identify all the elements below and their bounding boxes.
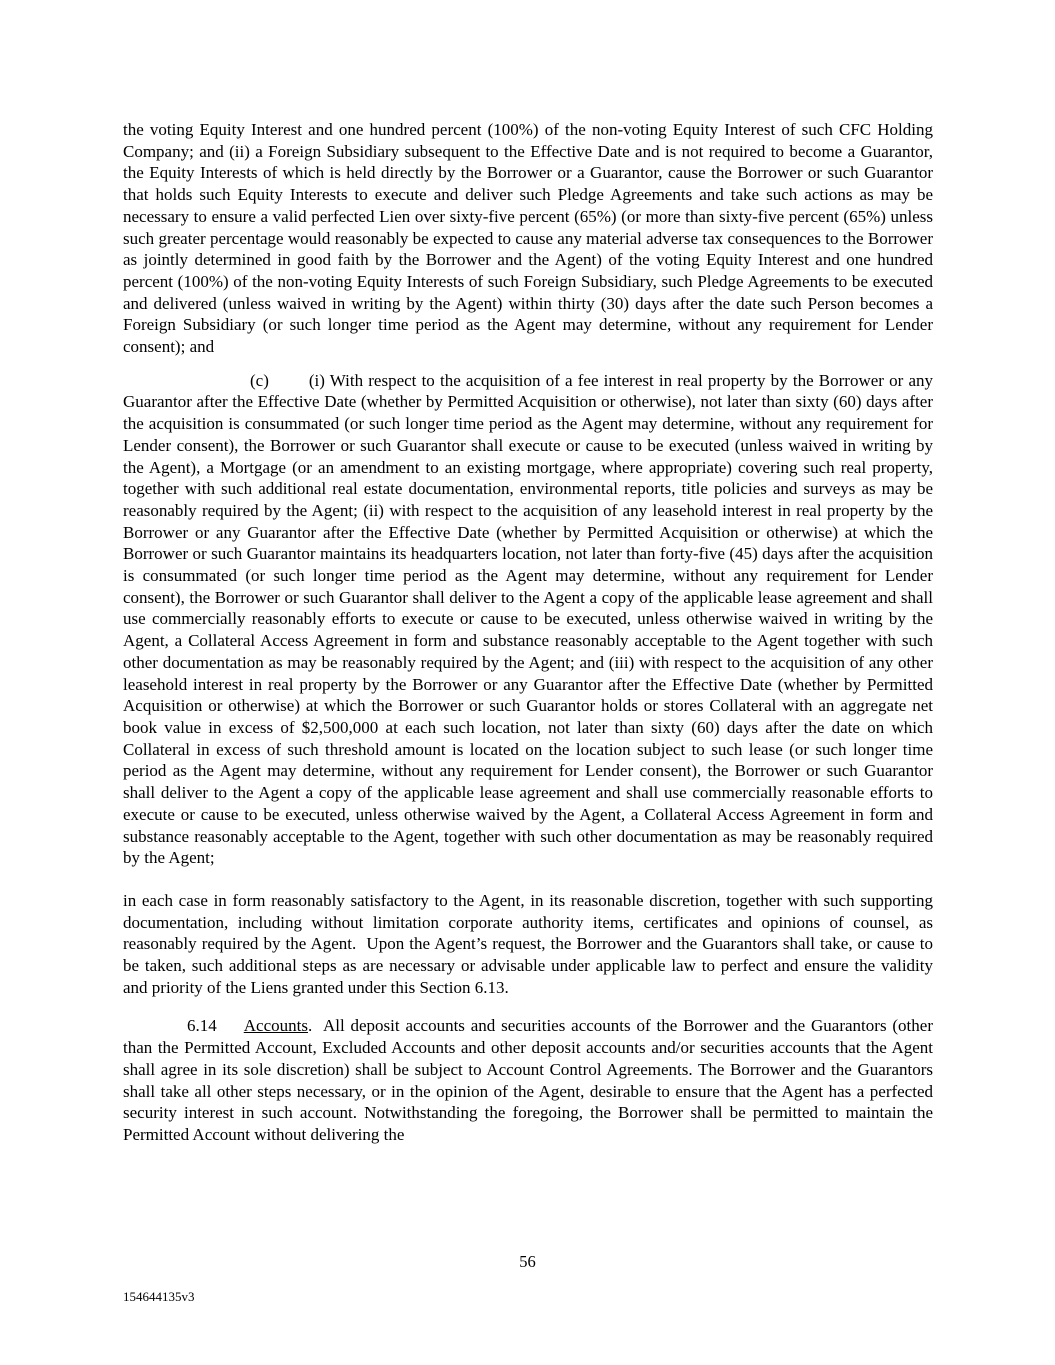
paragraph-text: the voting Equity Interest and one hundred percent (100%) of the non-voting Equity Interest of such CFC Holding Company; and (ii) a Foreign Subsidiary subsequent to the Effective Date and is not required to become a Guarantor, the Equity Interests of which is held directly by the Borrower or a Guarantor, cause the Borrower or such Guarantor that holds such Equity Interests to execute and deliver such Pledge Agreements and take such actions as may be necessary to ensure a valid perfected Lien over sixty-five percent (65%) (or more than sixty-five percent (65%) unless such greater percentage would reasonably be expected to cause any material adverse tax consequences to the Borrower as jointly determined in good faith by the Borrower and the Agent) of the voting Equity Interest and one hundred percent (100%) of the non-voting Equity Interests of such Foreign Subsidiary, such Pledge Agreements to be executed and delivered (unless waived in writing by the Agent) within thirty (30) days after the date such Person becomes a Foreign Subsidiary (or such longer time period as the Agent may determine, without any requirement for Lender consent); and <box>123 120 933 357</box>
clause-label: (c) <box>250 370 269 390</box>
paragraph-text: in each case in form reasonably satisfactory to the Agent, in its reasonable discretion, together with such supporting documentation, including without limitation corporate authority items, certificates and opinions of counsel, as reasonably required by the Agent. Upon the Agent’s request, the Borrower and the Guarantors shall take, or cause to be taken, such additional steps as are necessary or advisable under applicable law to perfect and ensure the validity and priority of the Liens granted under this Section 6.13. <box>123 890 933 997</box>
tab-spacer <box>217 1030 244 1031</box>
paragraph-wrapup <box>123 890 933 999</box>
tab-spacer <box>269 385 309 386</box>
paragraph-clause-c <box>123 370 933 869</box>
page-number: 56 <box>519 1252 536 1271</box>
document-body <box>123 119 933 1158</box>
paragraph-text: . All deposit accounts and securities accounts of the Borrower and the Guarantors (other than the Permitted Account, Excluded Accounts and other deposit accounts and/or securities accounts that the Agent shall agree in its sole discretion) shall be subject to Account Control Agreements. The Borrower and the Guarantors shall take all other steps necessary, or in the opinion of the Agent, desirable to ensure that the Agent has a perfected security interest in such account. Notwithstanding the foregoing, the Borrower shall be permitted to maintain the Permitted Account without delivering the <box>123 1016 933 1144</box>
section-heading: Accounts <box>243 1016 308 1036</box>
section-number: 6.14 <box>187 1016 217 1036</box>
paragraph-section-6-14 <box>123 1015 933 1145</box>
paragraph-text: (i) With respect to the acquisition of a fee interest in real property by the Borrower or any Guarantor after the Effective Date (whether by Permitted Acquisition or otherwise), not later than sixty (60) days after the acquisition is consummated (or such longer time period as the Agent may determine, without any requirement for Lender consent), the Borrower or such Guarantor shall execute or cause to be executed (unless waived in writing by the Agent), a Mortgage (or an amendment to an existing mortgage, where appropriate) covering such real property, together with such additional real estate documentation, environmental reports, title policies and surveys as may be reasonably required by the Agent; (ii) with respect to the acquisition of any leasehold interest in real property by the Borrower or any Guarantor after the Effective Date (whether by Permitted Acquisition or otherwise) at which the Borrower or such Guarantor maintains its headquarters location, not later than forty-five (45) days after the acquisition is consummated (or such longer time period as the Agent may determine, without any requirement for Lender consent), the Borrower or such Guarantor shall deliver to the Agent a copy of the applicable lease agreement and shall use commercially reasonably efforts to execute or cause to be executed, unless otherwise waived in writing by the Agent, a Collateral Access Agreement in form and substance reasonably acceptable to the Agent together with such other documentation as may be reasonably required by the Agent; and (iii) with respect to the acquisition of any other leasehold interest in real property by the Borrower or any Guarantor after the Effective Date (whether by Permitted Acquisition or otherwise) at which the Borrower or such Guarantor holds or stores Collateral with an aggregate net book value in excess of $2,500,000 at each such location, not later than sixty (60) days after the date on which Collateral in excess of such threshold amount is located on the location subject to such lease (or such longer time period as the Agent may determine, without any requirement for Lender consent), the Borrower or such Guarantor shall deliver to the Agent a copy of the applicable lease agreement and shall use commercially reasonable efforts to execute or cause to be executed, unless otherwise waived by the Agent, a Collateral Access Agreement in form and substance reasonably acceptable to the Agent, together with such other documentation as may be reasonably required by the Agent; <box>123 370 933 868</box>
paragraph-continuation <box>123 119 933 358</box>
document-version-footer: 154644135v3 <box>123 1289 195 1304</box>
